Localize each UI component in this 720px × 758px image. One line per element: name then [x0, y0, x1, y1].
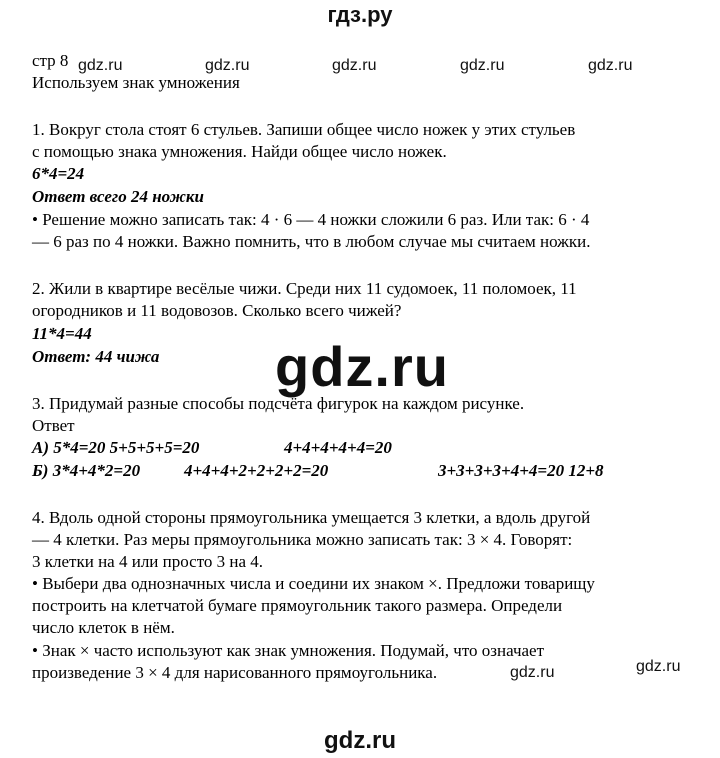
task4-text: 3 клетки на 4 или просто 3 на 4.: [32, 552, 264, 571]
task1-formula: 6*4=24: [32, 164, 85, 183]
page-reference: стр 8: [32, 51, 69, 70]
topic-heading: Используем знак умножения: [32, 73, 240, 92]
site-header: гдз.ру: [327, 2, 393, 27]
task4-text: • Выбери два однозначных числа и соедини их знаком ×. Предложи товарищу: [32, 574, 595, 593]
watermark: gdz.ru: [460, 57, 505, 74]
task3-answer-a: А) 5*4=20 5+5+5+5=20: [32, 438, 200, 457]
task2-answer: Ответ: 44 чижа: [32, 347, 160, 366]
watermark: gdz.ru: [205, 57, 250, 74]
task3-text: 3. Придумай разные способы подсчёта фигурок на каждом рисунке.: [32, 394, 525, 413]
task1-text: с помощью знака умножения. Найди общее число ножек.: [32, 142, 447, 161]
task2-formula: 11*4=44: [32, 324, 92, 343]
task3-answer-b: Б) 3*4+4*2=20: [32, 461, 141, 480]
task2-text: огородников и 11 водовозов. Сколько всего чижей?: [32, 301, 402, 320]
task4-text: 4. Вдоль одной стороны прямоугольника умещается 3 клетки, а вдоль другой: [32, 508, 591, 527]
watermark: gdz.ru: [588, 57, 633, 74]
watermark: gdz.ru: [332, 57, 377, 74]
watermark: gdz.ru: [510, 664, 555, 681]
watermark: gdz.ru: [636, 658, 681, 675]
task4-text: • Знак × часто используют как знак умножения. Подумай, что означает: [32, 641, 545, 660]
task3-answer-label: Ответ: [32, 416, 75, 435]
task4-text: — 4 клетки. Раз меры прямоугольника можно записать так: 3 × 4. Говорят:: [32, 530, 573, 549]
task4-text: построить на клетчатой бумаге прямоугольник такого размера. Определи: [32, 596, 563, 615]
task1-text: 1. Вокруг стола стоят 6 стульев. Запиши общее число ножек у этих стульев: [32, 120, 576, 139]
watermark-large: gdz.ru: [275, 335, 449, 398]
task4-text: произведение 3 × 4 для нарисованного прямоугольника.: [32, 663, 438, 682]
task3-answer-b: 4+4+4+2+2+2+2=20: [184, 461, 329, 480]
watermark: gdz.ru: [78, 57, 123, 74]
task3-answer-b: 3+3+3+3+4+4=20 12+8: [438, 461, 604, 480]
task4-text: число клеток в нём.: [32, 618, 175, 637]
task3-answer-a: 4+4+4+4+4=20: [284, 438, 392, 457]
watermark-footer: gdz.ru: [324, 727, 396, 754]
task1-note: • Решение можно записать так: 4 · 6 — 4 ножки сложили 6 раз. Или так: 6 · 4: [32, 210, 590, 229]
task1-answer: Ответ всего 24 ножки: [32, 187, 204, 206]
task1-note: — 6 раз по 4 ножки. Важно помнить, что в любом случае мы считаем ножки.: [32, 232, 591, 251]
task2-text: 2. Жили в квартире весёлые чижи. Среди них 11 судомоек, 11 поломоек, 11: [32, 279, 577, 298]
